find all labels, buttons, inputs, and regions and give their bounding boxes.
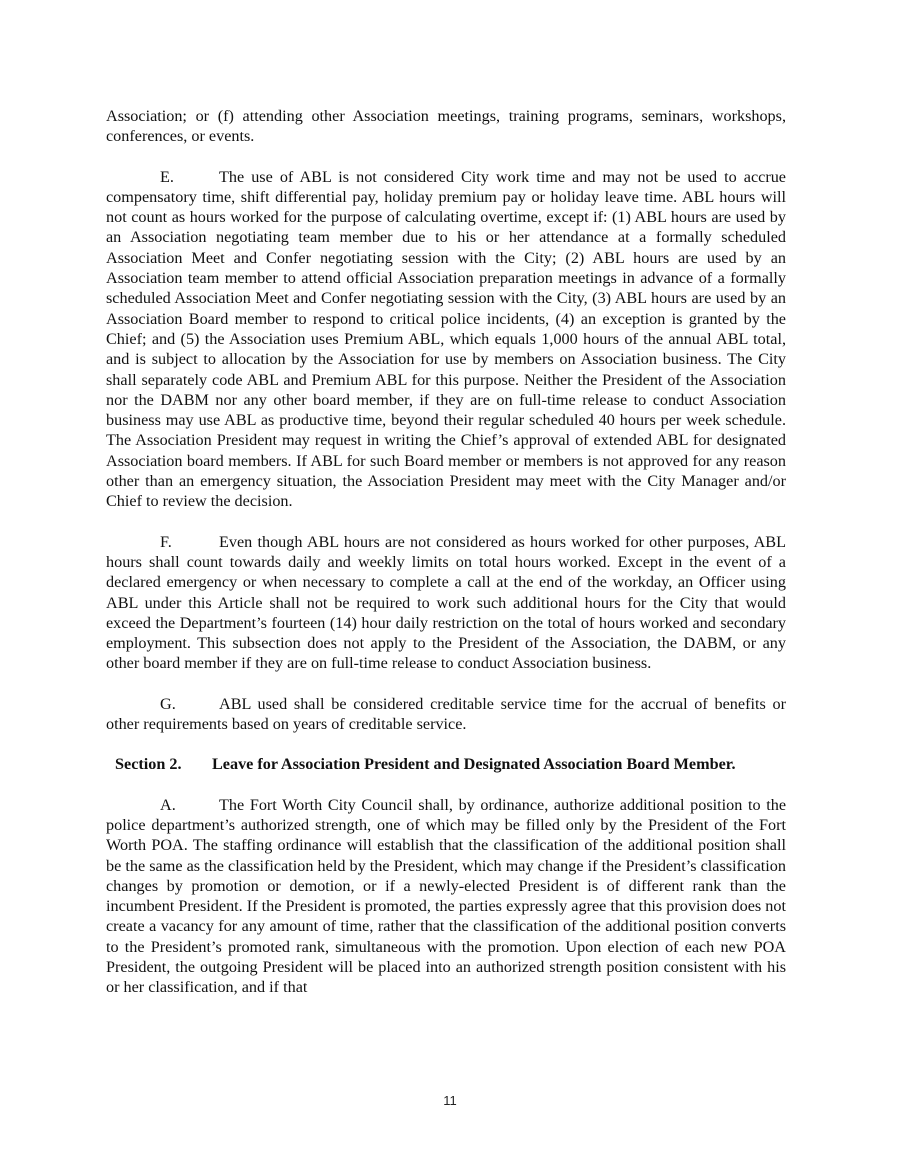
paragraph-2a [106,795,786,998]
paragraph-e [106,167,786,512]
paragraph-f-marker: F. [160,532,172,551]
paragraph-2a-marker: A. [160,795,176,814]
paragraph-g-text: ABL used shall be considered creditable service time for the accrual of benefits or other requirements based on years of creditable service. [106,694,786,734]
page-number: 11 [443,1093,457,1108]
paragraph-g-marker: G. [160,694,176,713]
section-2-heading [115,754,786,774]
paragraph-2a-text: The Fort Worth City Council shall, by ordinance, authorize additional position to the police department’s authorized strength, one of which may be filled only by the President of the Fort Worth POA. The staffing ordinance will establish that the classification of the additional position shall be the same as the classification held by the President, which may change if the President’s classification changes by promotion or demotion, or if a newly-elected President is of different rank than the incumbent President. If the President is promoted, the parties expressly agree that this provision does not create a vacancy for any amount of time, rather that the classification of the additional position converts to the President’s promoted rank, simultaneous with the promotion. Upon election of each new POA President, the outgoing President will be placed into an authorized strength position consistent with his or her classification, and if that [106,795,786,997]
paragraph-f [106,532,786,674]
document-body [106,106,786,998]
paragraph-e-marker: E. [160,167,174,186]
section-2-number: Section 2. [115,755,182,774]
paragraph-e-text: The use of ABL is not considered City work time and may not be used to accrue compensatory time, shift differential pay, holiday premium pay or holiday leave time. ABL hours will not count as hours worked for the purpose of calculating overtime, except if: (1) ABL hours are used by an Association negotiating team member due to his or her attendance at a formally scheduled Association Meet and Confer negotiating session with the City; (2) ABL hours are used by an Association team member to attend official Association preparation meetings in advance of a formally scheduled Association Meet and Confer negotiating session with the City, (3) ABL hours are used by an Association Board member to respond to critical police incidents, (4) an exception is granted by the Chief; and (5) the Association uses Premium ABL, which equals 1,000 hours of the annual ABL total, and is subject to allocation by the Association for use by members on Association business. The City shall separately code ABL and Premium ABL for this purpose. Neither the President of the Association nor the DABM nor any other board member, if they are on full-time release to conduct Association business may use ABL as productive time, beyond their regular scheduled 40 hours per week schedule. The Association President may request in writing the Chief’s approval of extended ABL for designated Association board members. If ABL for such Board member or members is not approved for any reason other than an emergency situation, the Association President may meet with the City Manager and/or Chief to review the decision. [106,167,786,511]
paragraph-g [106,694,786,735]
section-2-title: Leave for Association President and Designated Association Board Member. [212,755,736,774]
paragraph-f-text: Even though ABL hours are not considered as hours worked for other purposes, ABL hours shall count towards daily and weekly limits on total hours worked. Except in the event of a declared emergency or when necessary to complete a call at the end of the workday, an Officer using ABL under this Article shall not be required to work such additional hours for the City that would exceed the Department’s fourteen (14) hour daily restriction on the total of hours worked and secondary employment. This subsection does not apply to the President of the Association, the DABM, or any other board member if they are on full-time release to conduct Association business. [106,532,786,673]
intro-paragraph: Association; or (f) attending other Association meetings, training programs, seminars, workshops, conferences, or events. [106,107,786,146]
